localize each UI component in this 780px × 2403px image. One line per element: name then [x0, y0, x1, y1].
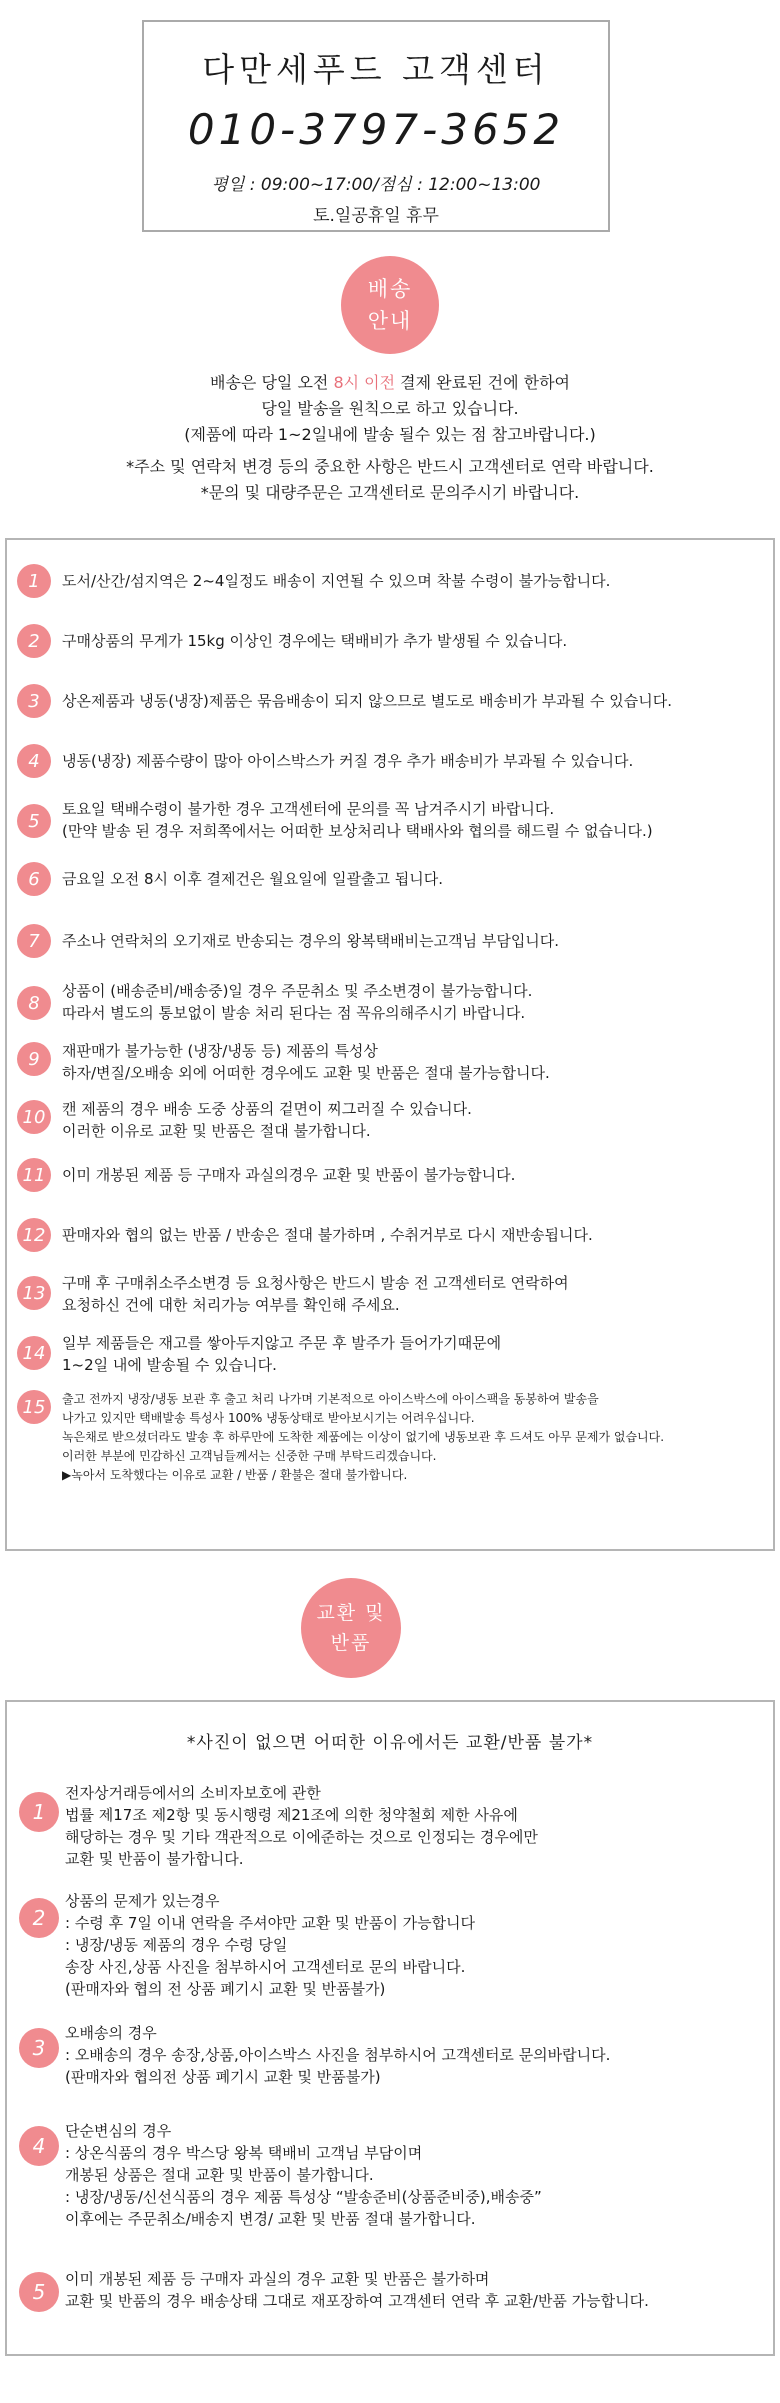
- exchange-title-line1: 교환 및: [316, 1602, 386, 1624]
- item-text: 판매자와 협의 없는 반품 / 반송은 절대 불가하며 , 수취거부로 다시 재반송됩니다.: [62, 1226, 593, 1244]
- intro-line3: (제품에 따라 1~2일내에 발송 될수 있는 점 참고바랍니다.): [184, 425, 596, 444]
- item-number-badge: 13: [17, 1276, 51, 1310]
- item-text: 단순변심의 경우 : 상온식품의 경우 박스당 왕복 택배비 고객님 부담이며 개봉된 상품은 절대 교환 및 반품이 불가합니다. : 냉장/냉동/신선식품의 경우 제품 특성상 “발송준비(상품준비중),배송중” 이후에는 주문취소/배송지 변경/ 교환 및 반품 절대 불가합니다.: [65, 2122, 542, 2228]
- item-text: 구매상품의 무게가 15kg 이상인 경우에는 택배비가 추가 발생될 수 있습니다.: [62, 632, 568, 650]
- item-text: 오배송의 경우 : 오배송의 경우 송장,상품,아이스박스 사진을 첨부하시어 고객센터로 문의바랍니다. (판매자와 협의전 상품 폐기시 교환 및 반품불가): [65, 2024, 611, 2086]
- item-text: 토요일 택배수령이 불가한 경우 고객센터에 문의를 꼭 남겨주시기 바랍니다. (만약 발송 된 경우 저희쪽에서는 어떠한 보상처리나 택배사와 협의를 해드릴 수 없습니다.): [62, 800, 653, 840]
- item-text: 구매 후 구매취소주소변경 등 요청사항은 반드시 발송 전 고객센터로 연락하여 요청하신 건에 대한 처리가능 여부를 확인해 주세요.: [62, 1274, 569, 1314]
- item-number-badge: 2: [19, 1898, 59, 1938]
- item-text: 냉동(냉장) 제품수량이 많아 아이스박스가 커질 경우 추가 배송비가 부과될 수 있습니다.: [62, 752, 634, 770]
- item-text: 일부 제품들은 재고를 쌓아두지않고 주문 후 발주가 들어가기때문에 1~2일 내에 발송될 수 있습니다.: [62, 1334, 502, 1374]
- item-text: 이미 개봉된 제품 등 구매자 과실의 경우 교환 및 반품은 불가하며 교환 및 반품의 경우 배송상태 그대로 재포장하여 고객센터 연락 후 교환/반품 가능합니다.: [65, 2270, 649, 2310]
- business-hours: 평일 : 09:00~17:00/점심 : 12:00~13:00: [211, 175, 541, 195]
- item-number-badge: 12: [17, 1218, 51, 1252]
- intro-line1-before: 배송은 당일 오전: [210, 373, 334, 392]
- item-number-badge: 7: [17, 924, 51, 958]
- customer-center-box: [142, 20, 610, 232]
- item-number-badge: 15: [17, 1390, 51, 1424]
- intro-line2: 당일 발송을 원칙으로 하고 있습니다.: [261, 399, 519, 418]
- item-text: 주소나 연락처의 오기재로 반송되는 경우의 왕복택배비는고객님 부담입니다.: [62, 932, 560, 950]
- item-text: 캔 제품의 경우 배송 도중 상품의 겉면이 찌그러질 수 있습니다. 이러한 이유로 교환 및 반품은 절대 불가합니다.: [62, 1100, 472, 1140]
- item-text: 이미 개봉된 제품 등 구매자 과실의경우 교환 및 반품이 불가능합니다.: [62, 1166, 516, 1184]
- delivery-rules-box: [5, 538, 775, 1551]
- item-text: 상품의 문제가 있는경우 : 수령 후 7일 이내 연락을 주셔야만 교환 및 반품이 가능합니다 : 냉장/냉동 제품의 경우 수령 당일 송장 사진,상품 사진을 첨부하시어 고객센터로 문의 바랍니다. (판매자와 협의 전 상품 폐기시 교환 및 반품불가): [65, 1892, 476, 1998]
- phone-number[interactable]: 010-3797-3652: [187, 105, 565, 154]
- item-number-badge: 2: [17, 624, 51, 658]
- item-text: 전자상거래등에서의 소비자보호에 관한 법률 제17조 제2항 및 동시행령 제21조에 의한 청약철회 제한 사유에 해당하는 경우 및 기타 객관적으로 이에준하는 것으로 인정되는 경우에만 교환 및 반품이 불가합니다.: [65, 1784, 538, 1868]
- item-number-badge: 11: [17, 1158, 51, 1192]
- item-number-badge: 3: [19, 2028, 59, 2068]
- exchange-return-badge: [301, 1578, 401, 1678]
- item-number-badge: 3: [17, 684, 51, 718]
- item-text: 재판매가 불가능한 (냉장/냉동 등) 제품의 특성상 하자/변질/오배송 외에 어떠한 경우에도 교환 및 반품은 절대 불가능합니다.: [62, 1042, 550, 1082]
- intro-line4: *주소 및 연락처 변경 등의 중요한 사항은 반드시 고객센터로 연락 바랍니다.: [126, 457, 654, 476]
- intro-line5: *문의 및 대량주문은 고객센터로 문의주시기 바랍니다.: [200, 483, 580, 502]
- delivery-info-title-line2: 안내: [367, 309, 413, 333]
- exchange-rules-box: [5, 1700, 775, 2356]
- item-number-badge: 6: [17, 862, 51, 896]
- delivery-intro: [0, 370, 780, 506]
- holiday-notice: 토.일공휴일 휴무: [313, 206, 439, 226]
- item-number-badge: 5: [17, 804, 51, 838]
- item-number-badge: 4: [17, 744, 51, 778]
- item-text: 금요일 오전 8시 이후 결제건은 월요일에 일괄출고 됩니다.: [62, 870, 443, 888]
- item-number-badge: 10: [17, 1100, 51, 1134]
- item-text: 도서/산간/섬지역은 2~4일정도 배송이 지연될 수 있으며 착불 수령이 불가능합니다.: [62, 572, 611, 590]
- item-number-badge: 5: [19, 2272, 59, 2312]
- intro-line1-after: 결제 완료된 건에 한하여: [395, 373, 570, 392]
- item-number-badge: 9: [17, 1042, 51, 1076]
- customer-center-title: 다만세푸드 고객센터: [202, 50, 550, 89]
- item-number-badge: 1: [17, 564, 51, 598]
- exchange-title-line2: 반품: [330, 1632, 372, 1654]
- item-number-badge: 8: [17, 986, 51, 1020]
- item-number-badge: 14: [17, 1336, 51, 1370]
- intro-highlight-time: 8시 이전: [333, 373, 396, 392]
- item-text: 상품이 (배송준비/배송중)일 경우 주문취소 및 주소변경이 불가능합니다. 따라서 별도의 통보없이 발송 처리 된다는 점 꼭유의해주시기 바랍니다.: [62, 982, 533, 1022]
- item-text: 출고 전까지 냉장/냉동 보관 후 출고 처리 나가며 기본적으로 아이스박스에 아이스팩을 동봉하여 발송을 나가고 있지만 택배발송 특성사 100% 냉동상태로 받아보시기는 어려우십니다. 녹은채로 받으셨더라도 발송 후 하루만에 도착한 제품에는 이상이 없기에 냉동보관 후 드셔도 아무 문제가 없습니다. 이러한 부분에 민감하신 고객님들께서는 신중한 구매 부탁드리겠습니다. ▶녹아서 도착했다는 이유로 교환 / 반품 / 환불은 절대 불가합니다.: [62, 1392, 665, 1482]
- delivery-info-title-line1: 배송: [367, 277, 413, 301]
- photo-required-notice: *사진이 없으면 어떠한 이유에서든 교환/반품 불가*: [186, 1733, 594, 1753]
- delivery-info-badge: [341, 256, 439, 354]
- item-text: 상온제품과 냉동(냉장)제품은 묶음배송이 되지 않으므로 별도로 배송비가 부과될 수 있습니다.: [62, 692, 673, 710]
- item-number-badge: 1: [19, 1792, 59, 1832]
- item-number-badge: 4: [19, 2126, 59, 2166]
